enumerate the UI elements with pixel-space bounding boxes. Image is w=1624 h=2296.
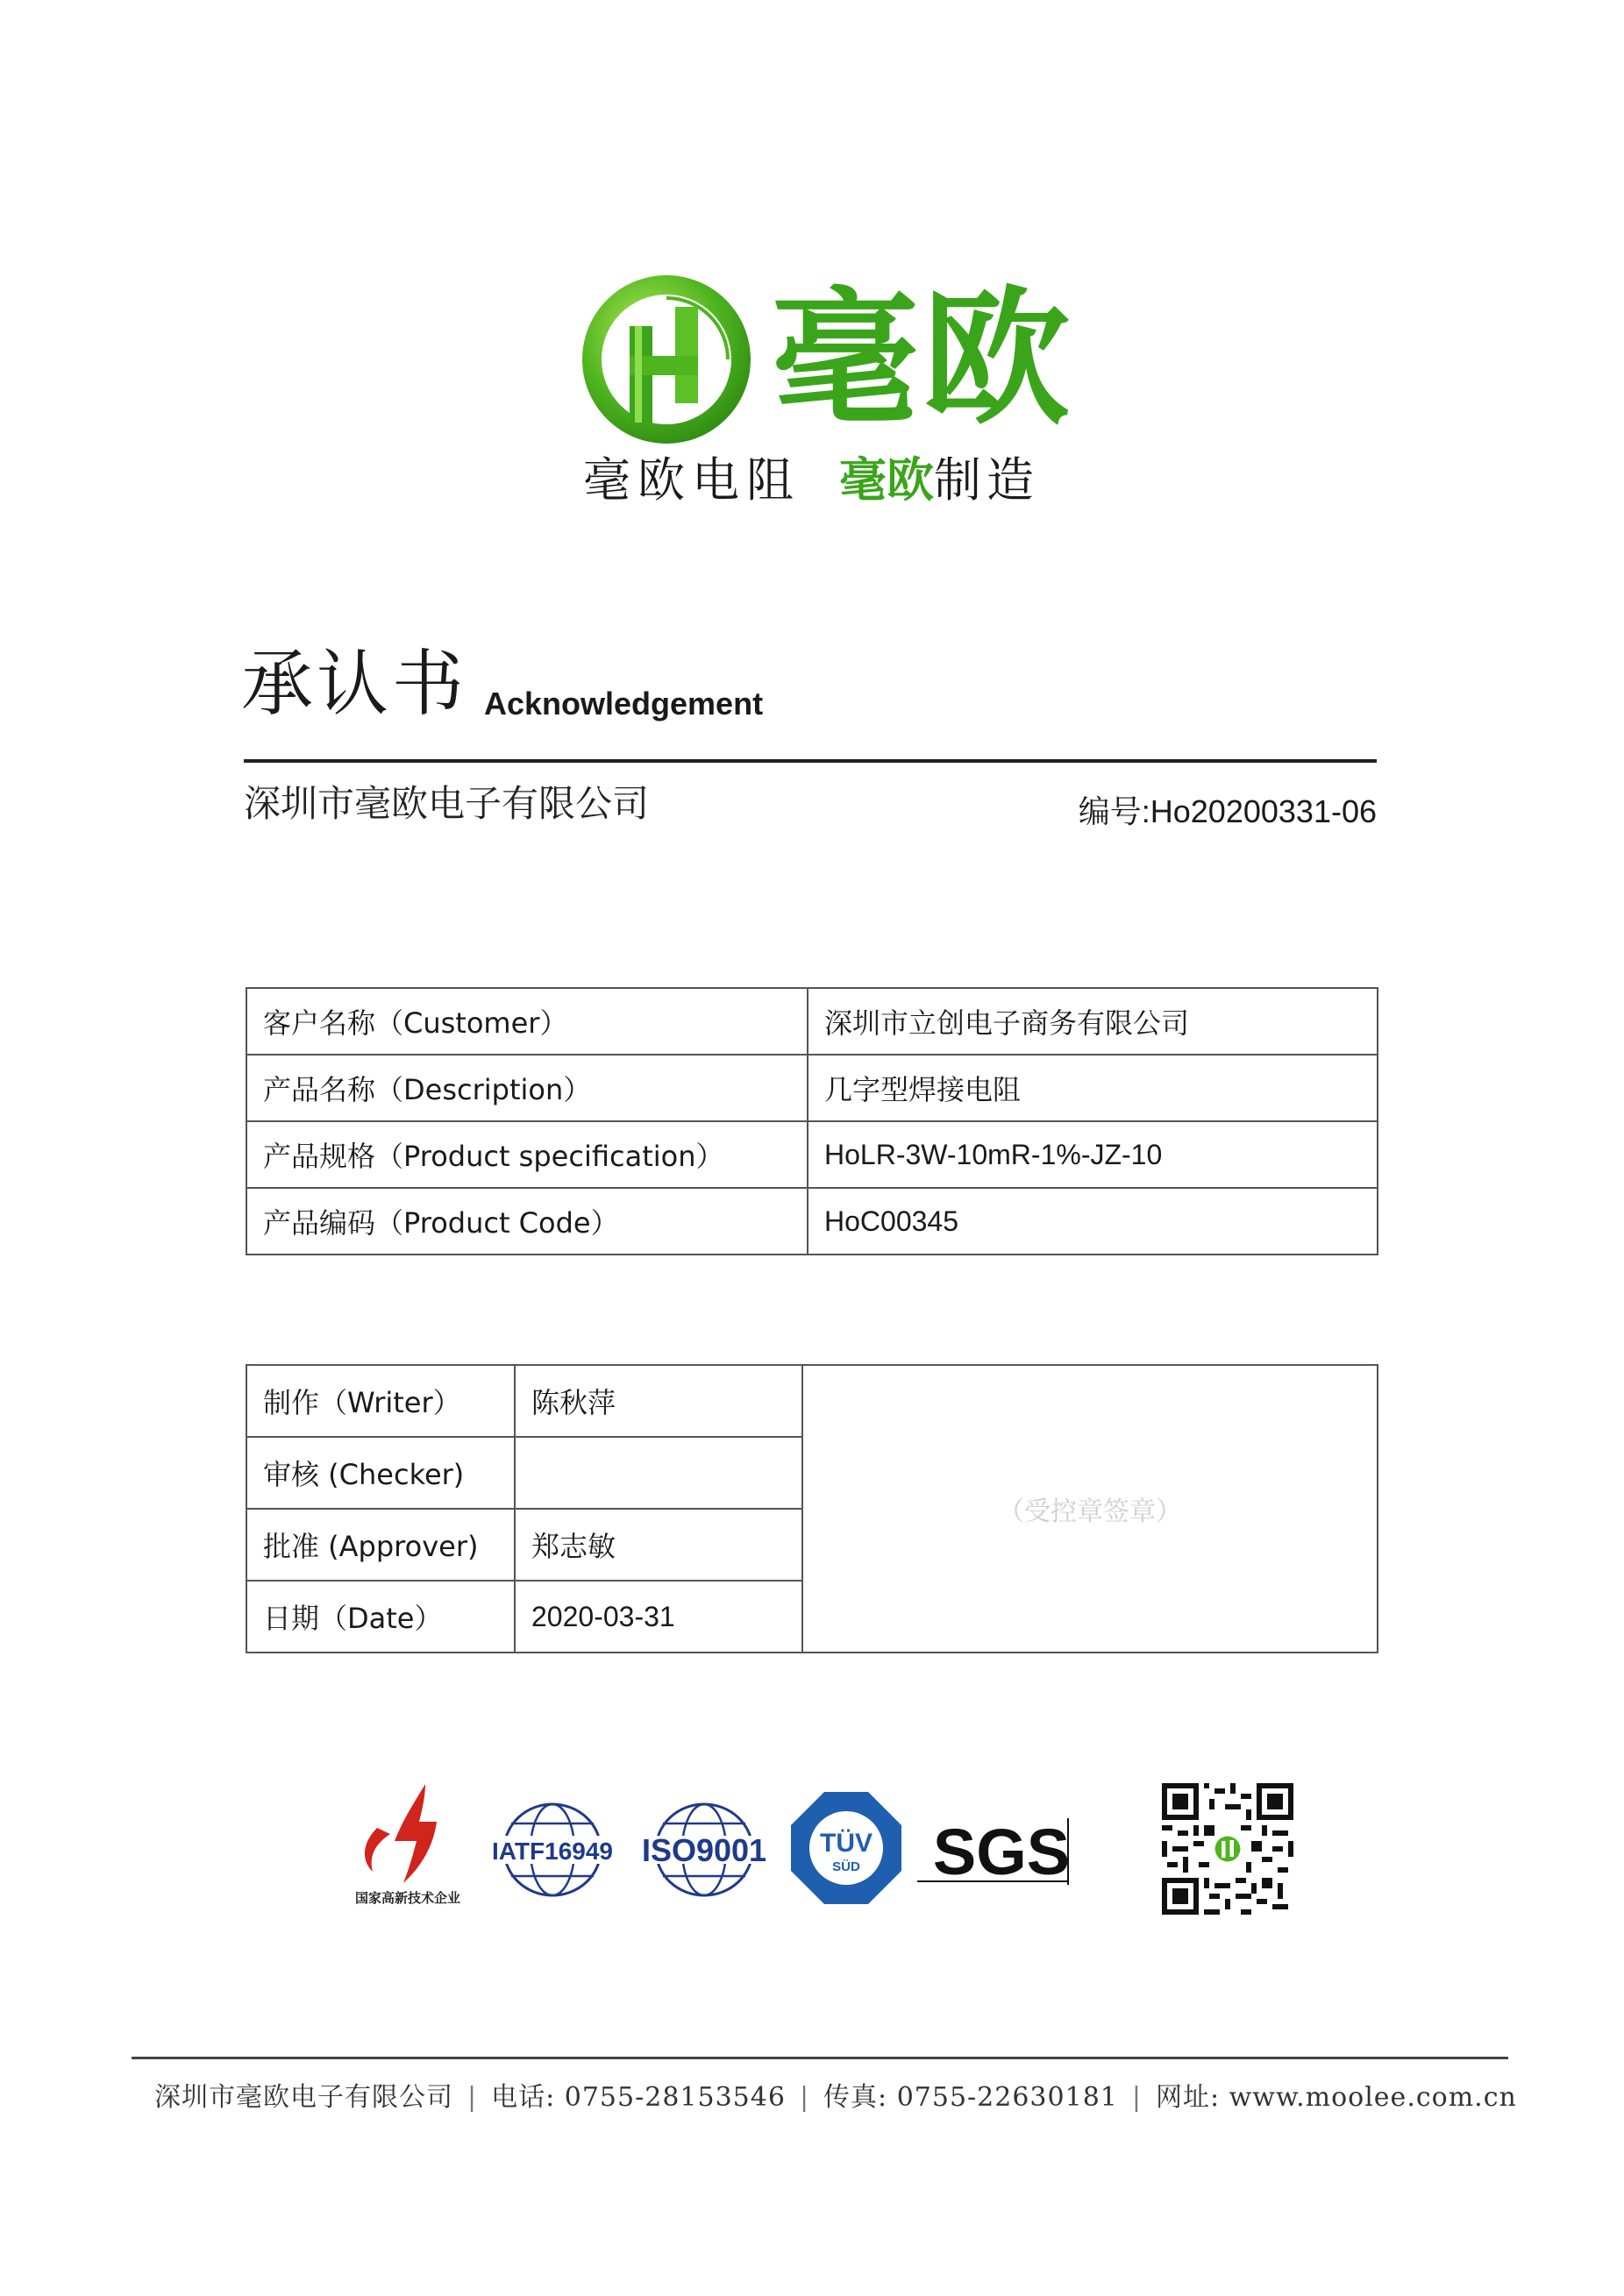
date-value: 2020-03-31 xyxy=(515,1581,802,1653)
footer-website[interactable]: 网址: www.moolee.com.cn xyxy=(1155,2082,1517,2113)
table-row xyxy=(246,1055,1378,1121)
approval-table xyxy=(246,1364,1378,1653)
checker-value xyxy=(515,1437,802,1509)
approver-value: 郑志敏 xyxy=(515,1509,802,1581)
iatf-globe-icon xyxy=(487,1797,618,1902)
stamp-area: （受控章签章） xyxy=(802,1365,1378,1653)
approver-label: 批准 (Approver) xyxy=(246,1509,515,1581)
product-code-label: 产品编码（Product Code） xyxy=(246,1188,808,1255)
customer-label: 客户名称（Customer） xyxy=(246,988,808,1055)
date-label: 日期（Date） xyxy=(246,1581,515,1653)
footer-phone: 电话: 0755-28153546 xyxy=(491,2082,786,2113)
description-label: 产品名称（Description） xyxy=(246,1055,808,1121)
specification-label: 产品规格（Product specification） xyxy=(246,1121,808,1188)
footer: 深圳市毫欧电子有限公司 | 电话: 0755-28153546 | 传真: 0755-22630181 | 网址: www.moolee.com.cn xyxy=(154,2082,1517,2113)
footer-fax: 传真: 0755-22630181 xyxy=(823,2082,1118,2113)
qr-code-icon xyxy=(1162,1783,1293,1915)
footer-divider xyxy=(132,2057,1508,2059)
writer-label: 制作（Writer） xyxy=(246,1365,515,1437)
brand-name: 毫欧 xyxy=(772,273,1073,444)
table-row xyxy=(246,1188,1378,1255)
writer-value: 陈秋萍 xyxy=(515,1365,802,1437)
slogan-right: 制造 xyxy=(934,452,1039,508)
table-row xyxy=(246,1121,1378,1188)
document-title-cn: 承认书 xyxy=(241,643,468,726)
table-row xyxy=(246,988,1378,1055)
iso-label: ISO9001 xyxy=(641,1832,767,1868)
iso-globe-icon xyxy=(638,1797,770,1902)
slogan-left: 毫欧电阻 xyxy=(583,452,801,508)
product-info-table xyxy=(246,987,1378,1255)
tuv-octagon-icon xyxy=(789,1790,903,1906)
brand-slogan xyxy=(583,451,1039,508)
description-value: 几字型焊接电阻 xyxy=(808,1055,1378,1121)
table-row xyxy=(246,1365,1378,1437)
iatf-label: IATF16949 xyxy=(492,1838,613,1865)
title-divider xyxy=(244,759,1377,763)
company-name: 深圳市毫欧电子有限公司 xyxy=(244,782,650,825)
high-tech-enterprise-icon xyxy=(342,1780,474,1911)
document-number: 编号:Ho20200331-06 xyxy=(1078,793,1377,829)
tuv-label: TÜV xyxy=(820,1829,873,1858)
slogan-green: 毫欧 xyxy=(839,451,934,508)
certification-logos xyxy=(342,1780,1307,1920)
brand-logo-icon xyxy=(579,272,754,447)
specification-value: HoLR-3W-10mR-1%-JZ-10 xyxy=(808,1121,1378,1188)
tuv-sub-label: SÜD xyxy=(832,1859,860,1874)
product-code-value: HoC00345 xyxy=(808,1188,1378,1255)
checker-label: 审核 (Checker) xyxy=(246,1437,515,1509)
high-tech-caption: 国家高新技术企业 xyxy=(354,1890,461,1906)
document-title-en: Acknowledgement xyxy=(484,686,764,721)
customer-value: 深圳市立创电子商务有限公司 xyxy=(808,988,1378,1055)
footer-company: 深圳市毫欧电子有限公司 xyxy=(154,2082,453,2113)
sgs-icon xyxy=(914,1815,1072,1885)
sgs-label: SGS xyxy=(932,1816,1071,1885)
